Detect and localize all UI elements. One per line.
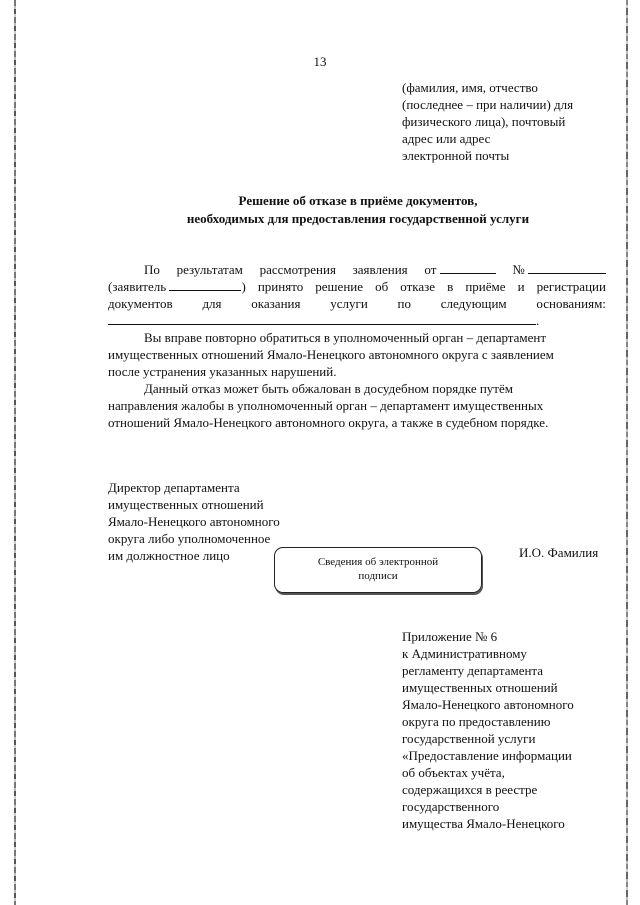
- annex-line: регламенту департамента: [402, 663, 544, 678]
- annex-line: об объектах учёта,: [402, 765, 505, 780]
- addressee-line: (последнее – при наличии) для: [402, 97, 574, 112]
- body-line: [108, 295, 606, 312]
- word: услуги: [330, 296, 368, 311]
- signatory-line: округа либо уполномоченное: [108, 531, 271, 546]
- document-body: [108, 261, 606, 431]
- body-line: [108, 278, 606, 295]
- addressee-block: [402, 79, 573, 164]
- title-line-2: необходимых для предоставления государственной услуги: [186, 211, 530, 226]
- signatory-block: [108, 479, 280, 564]
- signatory-line: Ямало-Ненецкого автономного: [108, 514, 280, 529]
- applicant-blank: [169, 278, 241, 291]
- word: принято: [257, 279, 304, 294]
- addressee-line: электронной почты: [402, 148, 510, 163]
- body-line: после устранения указанных нарушений.: [108, 364, 337, 379]
- word: следующим: [440, 296, 507, 311]
- body-line: Данный отказ может быть обжалован в досудебном порядке путём: [144, 381, 513, 396]
- body-line: Вы вправе повторно обратиться в уполномоченный орган – департамент: [144, 330, 547, 345]
- stamp-line-1: Сведения об электронной: [317, 556, 439, 568]
- signatory-line: им должностное лицо: [108, 548, 230, 563]
- word: основаниям:: [536, 296, 606, 311]
- body-line: имущественных отношений Ямало-Ненецкого автономного округа с заявлением: [108, 347, 554, 362]
- word: от: [424, 262, 437, 277]
- body-line: [108, 261, 606, 278]
- word: об: [375, 279, 389, 294]
- word: заявления: [352, 262, 408, 277]
- word: регистрации: [536, 279, 606, 294]
- word: документов: [108, 296, 173, 311]
- annex-line: к Административному: [402, 646, 527, 661]
- addressee-line: (фамилия, имя, отчество: [402, 80, 538, 95]
- date-field-group: [424, 261, 495, 278]
- applicant-field-group: [108, 278, 246, 295]
- word: по: [397, 296, 411, 311]
- page-number: 13: [313, 54, 327, 69]
- stamp-line-2: подписи: [358, 570, 398, 582]
- word: и: [517, 279, 525, 294]
- word: результатам: [176, 262, 243, 277]
- annex-line: имущества Ямало-Ненецкого: [402, 816, 565, 831]
- word: №: [512, 262, 525, 277]
- document-title: [108, 192, 608, 228]
- annex-line: Приложение № 6: [402, 629, 498, 644]
- body-line: направления жалобы в уполномоченный орган – департамент имущественных: [108, 398, 544, 413]
- annex-line: государственной услуги: [402, 731, 536, 746]
- word: приёме: [465, 279, 506, 294]
- word: для: [202, 296, 222, 311]
- annex-line: Ямало-Ненецкого автономного: [402, 697, 574, 712]
- title-line-1: Решение об отказе в приёме документов,: [238, 193, 478, 208]
- annex-line: округа по предоставлению: [402, 714, 551, 729]
- body-line: отношений Ямало-Ненецкого автономного округа, а также в судебном порядке.: [108, 415, 549, 430]
- word: оказания: [251, 296, 301, 311]
- signatory-line: Директор департамента: [108, 480, 240, 495]
- word: решение: [315, 279, 364, 294]
- signatory-line: имущественных отношений: [108, 497, 264, 512]
- reasons-blank: [108, 312, 536, 325]
- word: .: [536, 313, 540, 328]
- word: (заявитель: [108, 279, 167, 294]
- number-blank: [528, 261, 606, 274]
- addressee-line: адрес или адрес: [402, 131, 491, 146]
- annex-line: содержащихся в реестре: [402, 782, 538, 797]
- word: рассмотрения: [259, 262, 336, 277]
- scan-edge-right: [626, 0, 628, 905]
- scan-edge-left: [14, 0, 16, 905]
- word: ): [241, 279, 246, 294]
- body-line: [108, 312, 606, 329]
- date-blank: [440, 261, 496, 274]
- word: По: [144, 262, 160, 277]
- annex-line: имущественных отношений: [402, 680, 558, 695]
- word: в: [447, 279, 454, 294]
- number-field-group: [512, 261, 606, 278]
- word: отказе: [400, 279, 436, 294]
- annex-line: «Предоставление информации: [402, 748, 572, 763]
- annex-header: [402, 628, 574, 832]
- annex-line: государственного: [402, 799, 500, 814]
- electronic-signature-stamp: [274, 547, 482, 593]
- signatory-name: И.О. Фамилия: [519, 545, 599, 560]
- addressee-line: физического лица), почтовый: [402, 114, 566, 129]
